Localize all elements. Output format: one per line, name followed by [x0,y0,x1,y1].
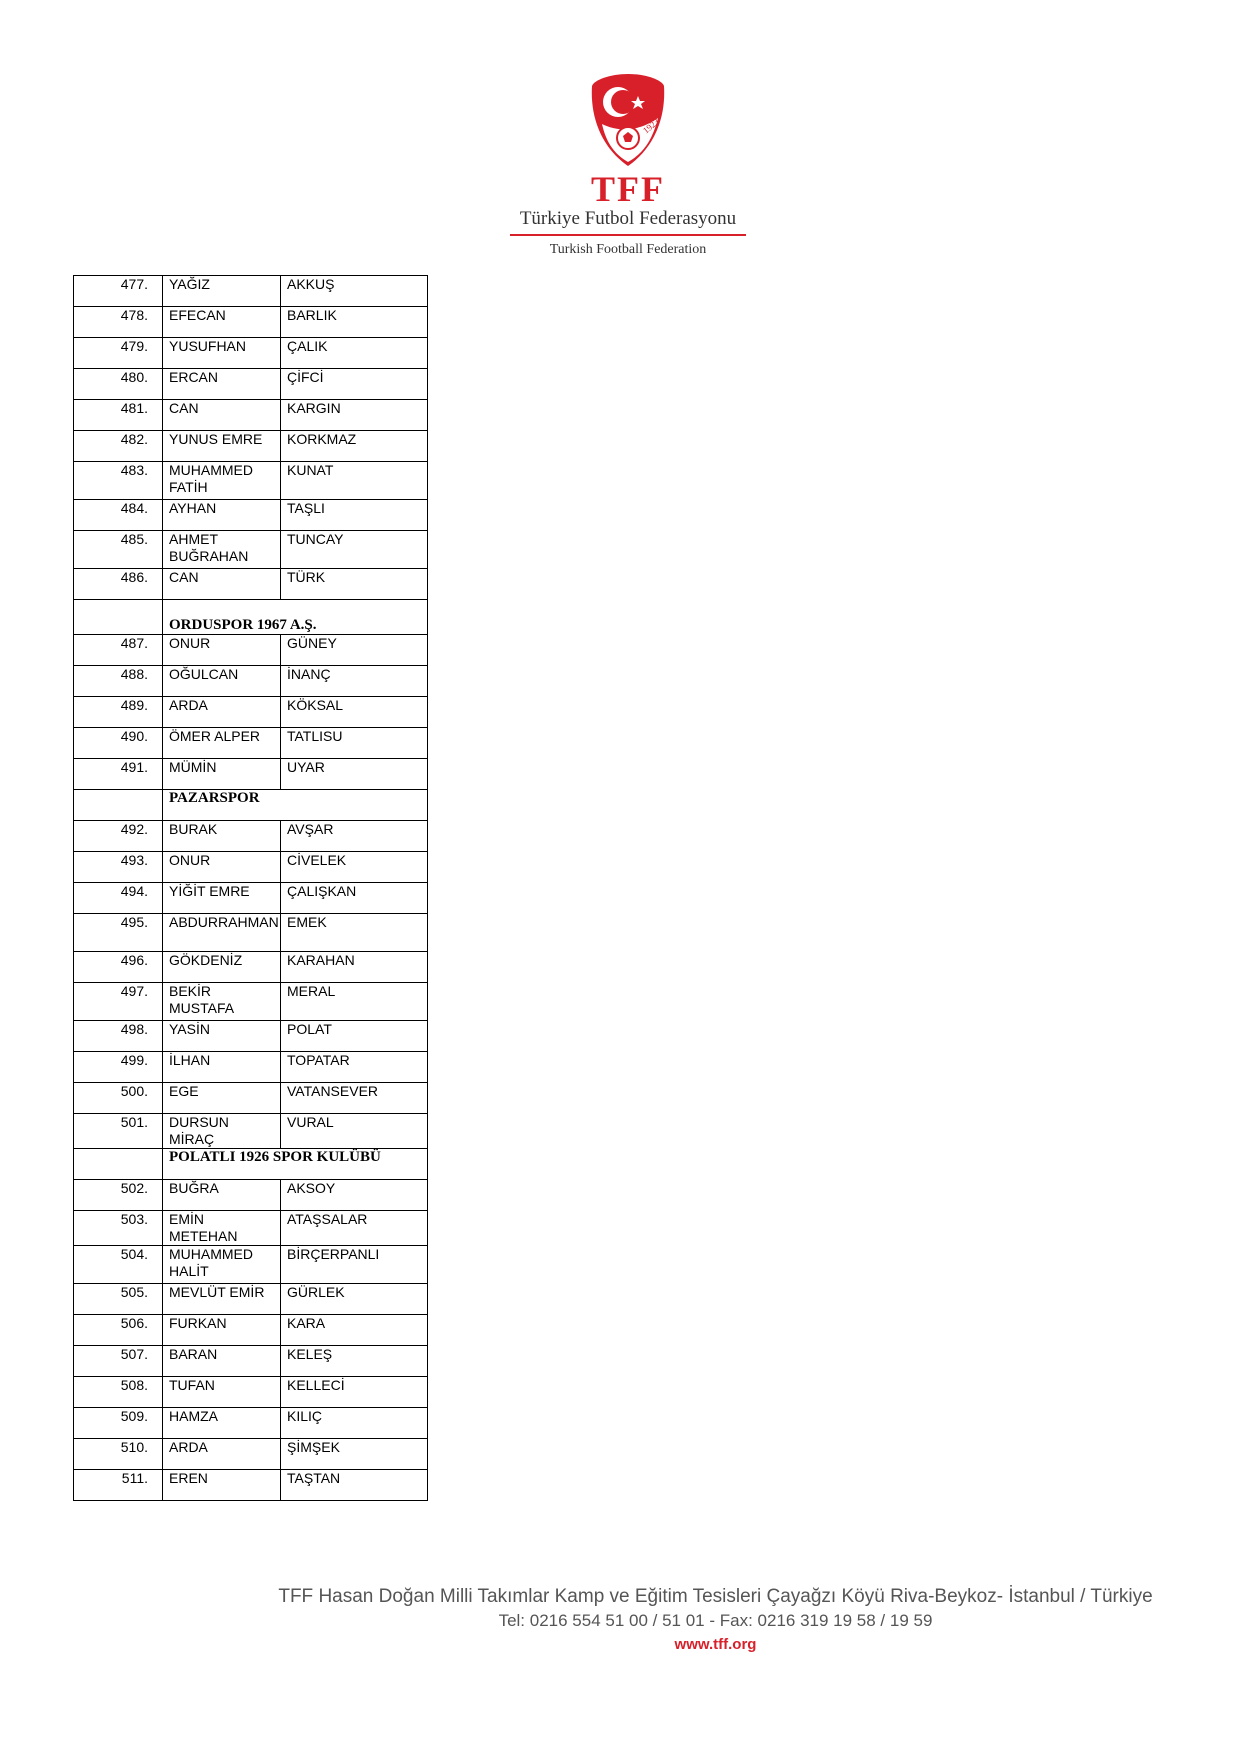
player-first-name: EFECAN [163,307,281,338]
player-number: 481. [74,400,163,431]
player-first-name: ÖMER ALPER [163,728,281,759]
player-number: 511. [74,1470,163,1501]
player-number: 494. [74,883,163,914]
player-last-name: BİRÇERPANLI [281,1246,428,1284]
player-row [74,821,428,852]
player-number: 489. [74,697,163,728]
player-last-name: KELLECİ [281,1377,428,1408]
player-number: 497. [74,983,163,1021]
player-number: 492. [74,821,163,852]
player-last-name: KELEŞ [281,1346,428,1377]
player-row [74,1439,428,1470]
player-row [74,883,428,914]
player-first-name: YUNUS EMRE [163,431,281,462]
player-row [74,1346,428,1377]
player-last-name: KUNAT [281,462,428,500]
player-first-name: BUĞRA [163,1180,281,1211]
player-row [74,1284,428,1315]
player-last-name: AKKUŞ [281,276,428,307]
player-first-name: MUHAMMED HALİT [163,1246,281,1284]
player-last-name: VATANSEVER [281,1083,428,1114]
logo-divider [510,234,746,236]
player-last-name: VURAL [281,1114,428,1149]
player-first-name: CAN [163,400,281,431]
player-first-name: YAĞIZ [163,276,281,307]
tff-logo [508,72,748,282]
player-first-name: ONUR [163,635,281,666]
logo-name: Türkiye Futbol Federasyonu [519,208,737,229]
player-first-name: TUFAN [163,1377,281,1408]
player-first-name: MEVLÜT EMİR [163,1284,281,1315]
player-last-name: TOPATAR [281,1052,428,1083]
player-first-name: BURAK [163,821,281,852]
player-last-name: GÜNEY [281,635,428,666]
player-last-name: ÇİFCİ [281,369,428,400]
player-number: 496. [74,952,163,983]
player-first-name: YUSUFHAN [163,338,281,369]
player-row [74,1470,428,1501]
player-number: 499. [74,1052,163,1083]
player-last-name: AVŞAR [281,821,428,852]
player-first-name: FURKAN [163,1315,281,1346]
player-first-name: İLHAN [163,1052,281,1083]
player-first-name: OĞULCAN [163,666,281,697]
player-row [74,276,428,307]
player-first-name: MUHAMMED FATİH [163,462,281,500]
player-row [74,666,428,697]
player-number: 500. [74,1083,163,1114]
tff-crest-icon [588,72,668,168]
footer [0,1586,1241,1656]
player-row [74,635,428,666]
player-number: 501. [74,1114,163,1149]
player-number: 508. [74,1377,163,1408]
player-number: 486. [74,569,163,600]
player-last-name: KARA [281,1315,428,1346]
club-name: PAZARSPOR [163,790,428,821]
player-last-name: POLAT [281,1021,428,1052]
player-row [74,500,428,531]
player-row [74,1083,428,1114]
player-row [74,728,428,759]
club-section-row [74,790,428,821]
player-first-name: ARDA [163,1439,281,1470]
svg-text:1923: 1923 [640,116,662,136]
logo-english-name: Turkish Football Federation [549,242,707,257]
player-number: 505. [74,1284,163,1315]
player-row [74,338,428,369]
player-number: 506. [74,1315,163,1346]
footer-website: www.tff.org [674,1636,757,1653]
player-first-name: AYHAN [163,500,281,531]
player-number: 482. [74,431,163,462]
player-row [74,569,428,600]
player-row [74,983,428,1021]
player-number: 507. [74,1346,163,1377]
club-section-row [74,600,428,635]
player-first-name: ONUR [163,852,281,883]
player-number: 477. [74,276,163,307]
player-row [74,1408,428,1439]
player-last-name: GÜRLEK [281,1284,428,1315]
player-number: 478. [74,307,163,338]
player-last-name: ATAŞSALAR [281,1211,428,1246]
player-row [74,759,428,790]
player-number: 498. [74,1021,163,1052]
section-number-cell [74,1149,163,1180]
player-first-name: DURSUN MİRAÇ [163,1114,281,1149]
player-first-name: GÖKDENİZ [163,952,281,983]
player-number: 491. [74,759,163,790]
player-row [74,462,428,500]
player-row [74,852,428,883]
player-last-name: EMEK [281,914,428,952]
player-first-name: ARDA [163,697,281,728]
player-last-name: AKSOY [281,1180,428,1211]
player-first-name: BEKİR MUSTAFA [163,983,281,1021]
player-row [74,1315,428,1346]
player-number: 502. [74,1180,163,1211]
player-last-name: ÇALIK [281,338,428,369]
player-last-name: CİVELEK [281,852,428,883]
player-first-name: EREN [163,1470,281,1501]
club-name: ORDUSPOR 1967 A.Ş. [163,600,428,635]
player-first-name: EGE [163,1083,281,1114]
player-row [74,369,428,400]
player-number: 487. [74,635,163,666]
player-last-name: UYAR [281,759,428,790]
player-last-name: KÖKSAL [281,697,428,728]
section-number-cell [74,790,163,821]
player-row [74,1021,428,1052]
footer-address: TFF Hasan Doğan Milli Takımlar Kamp ve Eğitim Tesisleri Çayağzı Köyü Riva-Beykoz- İstanbul / Türkiye [278,1586,1153,1607]
player-number: 479. [74,338,163,369]
player-row [74,697,428,728]
logo-abbreviation: TFF [591,169,665,209]
player-number: 504. [74,1246,163,1284]
player-number: 509. [74,1408,163,1439]
player-row [74,952,428,983]
player-row [74,1052,428,1083]
player-row [74,431,428,462]
player-number: 480. [74,369,163,400]
player-row [74,914,428,952]
player-last-name: KARAHAN [281,952,428,983]
player-row [74,1246,428,1284]
player-number: 490. [74,728,163,759]
player-row [74,400,428,431]
section-number-cell [74,600,163,635]
player-first-name: HAMZA [163,1408,281,1439]
player-last-name: ÇALIŞKAN [281,883,428,914]
player-last-name: TÜRK [281,569,428,600]
player-last-name: BARLIK [281,307,428,338]
player-first-name: AHMET BUĞRAHAN [163,531,281,569]
player-last-name: TAŞTAN [281,1470,428,1501]
player-table [73,275,428,1501]
club-section-row [74,1149,428,1180]
player-last-name: KARGIN [281,400,428,431]
player-number: 485. [74,531,163,569]
player-first-name: YİĞİT EMRE [163,883,281,914]
player-number: 483. [74,462,163,500]
player-first-name: CAN [163,569,281,600]
player-row [74,1114,428,1149]
player-first-name: MÜMİN [163,759,281,790]
player-first-name: ERCAN [163,369,281,400]
player-first-name: YASİN [163,1021,281,1052]
player-first-name: BARAN [163,1346,281,1377]
club-name: POLATLI 1926 SPOR KULÜBÜ [163,1149,428,1180]
player-number: 488. [74,666,163,697]
player-last-name: MERAL [281,983,428,1021]
player-last-name: TAŞLI [281,500,428,531]
player-number: 510. [74,1439,163,1470]
player-last-name: ŞİMŞEK [281,1439,428,1470]
footer-phone: Tel: 0216 554 51 00 / 51 01 - Fax: 0216 319 19 58 / 19 59 [498,1611,933,1630]
player-row [74,1211,428,1246]
player-number: 503. [74,1211,163,1246]
player-last-name: KORKMAZ [281,431,428,462]
player-row [74,1377,428,1408]
player-row [74,531,428,569]
player-first-name: EMİN METEHAN [163,1211,281,1246]
player-last-name: İNANÇ [281,666,428,697]
player-first-name: ABDURRAHMAN [163,914,281,952]
player-last-name: TATLISU [281,728,428,759]
player-number: 484. [74,500,163,531]
player-number: 495. [74,914,163,952]
player-last-name: KILIÇ [281,1408,428,1439]
player-last-name: TUNCAY [281,531,428,569]
player-row [74,1180,428,1211]
player-row [74,307,428,338]
player-number: 493. [74,852,163,883]
